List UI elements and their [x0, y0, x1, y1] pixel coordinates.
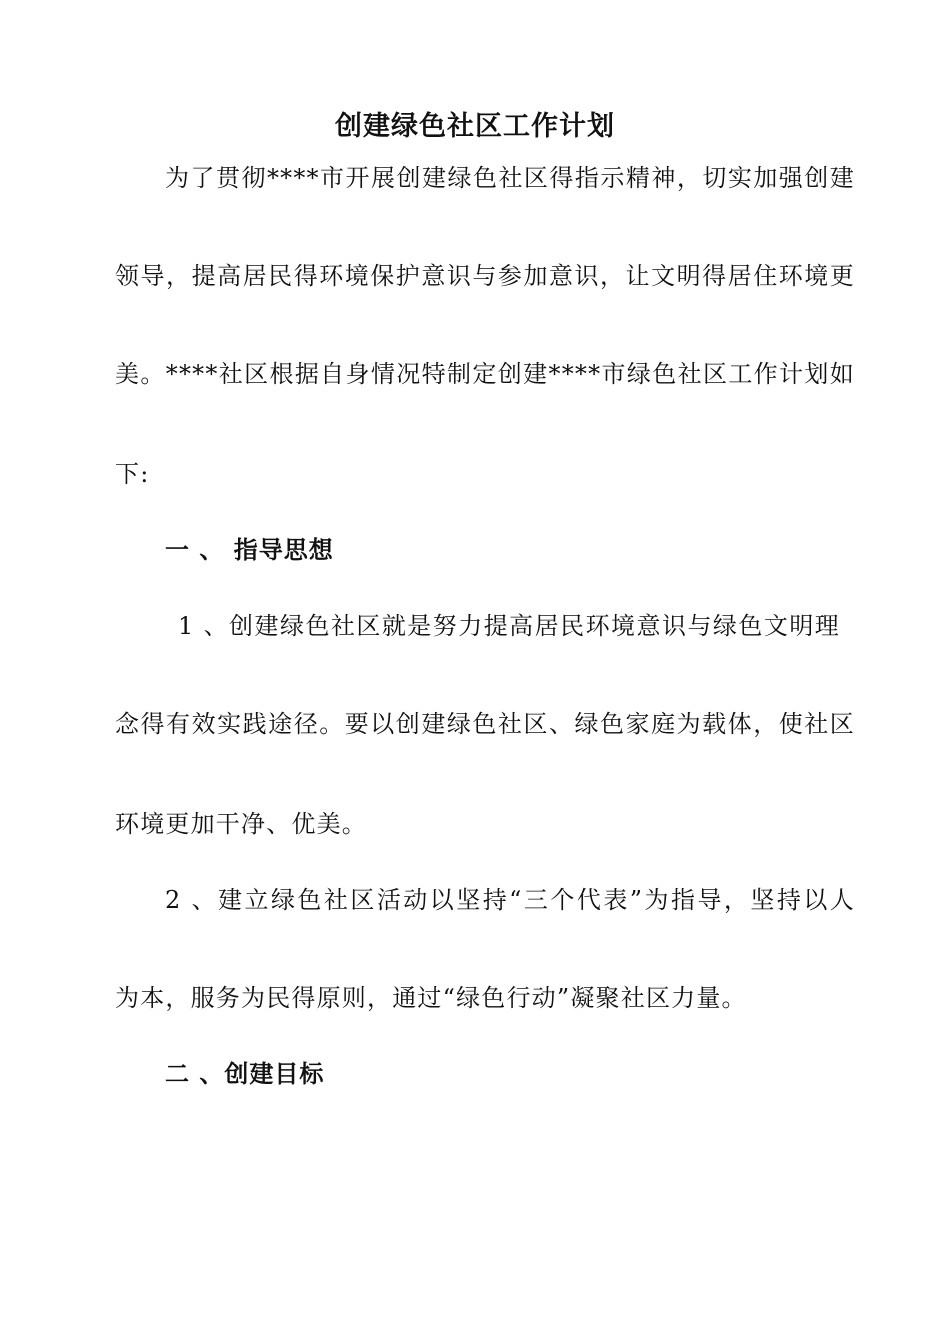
intro-line-2: 领导，提高居民得环境保护意识与参加意识，让文明得居住环境更	[115, 262, 855, 290]
document-title: 创建绿色社区工作计划	[335, 111, 615, 142]
section-1-heading: 一 、 指导思想	[165, 535, 334, 564]
section-1-item-1-line-2: 念得有效实践途径。要以创建绿色社区、绿色家庭为载体，使社区	[115, 710, 855, 738]
section-2-heading: 二 、创建目标	[165, 1059, 325, 1088]
section-1-item-1-line-1: 1 、创建绿色社区就是努力提高居民环境意识与绿色文明理	[178, 612, 840, 640]
section-1-item-1-line-3: 环境更加干净、优美。	[115, 810, 367, 838]
intro-line-4: 下:	[115, 460, 150, 488]
intro-line-1: 为了贯彻****市开展创建绿色社区得指示精神，切实加强创建	[165, 164, 855, 192]
section-1-item-2-line-1: 2 、建立绿色社区活动以坚持“三个代表”为指导，坚持以人	[165, 886, 855, 914]
section-1-item-2-line-2: 为本，服务为民得原则，通过“绿色行动”凝聚社区力量。	[115, 984, 747, 1012]
intro-line-3: 美。****社区根据自身情况特制定创建****市绿色社区工作计划如	[115, 360, 855, 388]
